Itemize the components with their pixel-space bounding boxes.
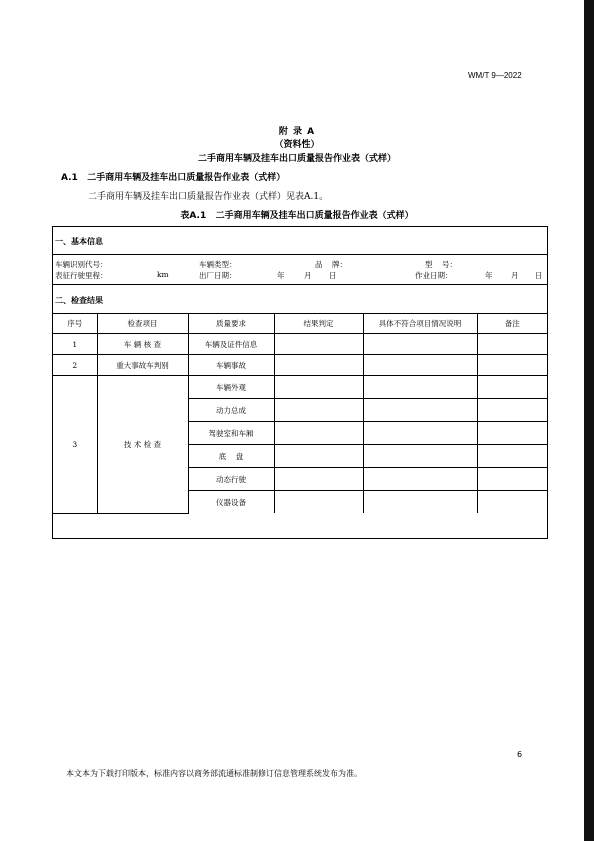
result-cell[interactable] [274,355,363,376]
row-requirement: 车辆外观 [188,376,274,399]
row-requirement: 仪器设备 [188,491,274,514]
part1-title: 一、基本信息 [53,227,547,255]
table-caption: 表A.1 二手商用车辆及挂车出口质量报告作业表（式样） [180,211,414,221]
work-day: 日 [535,271,543,280]
report-table [52,226,548,539]
col-result: 结果判定 [274,314,363,334]
factory-date-label: 出厂日期： [199,271,237,280]
work-date-label: 作业日期： [415,271,453,280]
row-requirement: 车辆及证件信息 [188,334,274,355]
row-requirement: 动力总成 [188,399,274,422]
annex-label: 附 录 A [278,127,316,137]
header-row [53,314,547,334]
result-cell[interactable] [274,376,363,399]
footer-note: 本文本为下载打印版本，标准内容以商务部流通标准制修订信息管理系统发布为准。 [66,769,362,778]
page-number: 6 [517,750,523,759]
result-cell[interactable] [274,399,363,422]
row-no: 2 [53,355,97,376]
col-nonconformity: 具体不符合项目情况说明 [363,314,477,334]
annex-note: （资料性） [274,140,320,150]
result-cell[interactable] [274,422,363,445]
work-month: 月 [511,271,519,280]
row-requirement: 动态行驶 [188,468,274,491]
result-cell[interactable] [274,334,363,355]
nonconformity-cell[interactable] [363,334,477,355]
work-year: 年 [485,271,493,280]
remarks-cell[interactable] [477,376,547,399]
row-no: 1 [53,334,97,355]
annex-title: 二手商用车辆及挂车出口质量报告作业表（式样） [197,154,396,164]
remarks-cell[interactable] [477,468,547,491]
result-cell[interactable] [274,445,363,468]
nonconformity-cell[interactable] [363,355,477,376]
row-requirement: 车辆事故 [188,355,274,376]
row-item: 车 辆 核 查 [97,334,188,355]
remarks-cell[interactable] [477,399,547,422]
model-label: 型 号： [425,260,458,269]
row-item: 重大事故车判别 [97,355,188,376]
nonconformity-cell[interactable] [363,491,477,514]
results-table [53,314,547,514]
part2-title: 二、检查结果 [53,284,547,314]
vehicle-type-label: 车辆类型： [199,260,237,269]
row-requirement: 底 盘 [188,445,274,468]
mileage-label: 表征行驶里程： [55,271,108,280]
brand-label: 品 牌： [315,260,348,269]
factory-day: 日 [329,271,337,280]
remarks-cell[interactable] [477,355,547,376]
mileage-unit: km [157,270,169,279]
col-no: 序号 [53,314,97,334]
result-cell[interactable] [274,468,363,491]
nonconformity-cell[interactable] [363,376,477,399]
remarks-cell[interactable] [477,491,547,514]
section-heading: A.1 二手商用车辆及挂车出口质量报告作业表（式样） [61,173,286,183]
remarks-cell[interactable] [477,445,547,468]
table-row [53,376,547,399]
table-row [53,355,547,376]
factory-month: 月 [304,271,312,280]
remarks-cell[interactable] [477,422,547,445]
col-remarks: 备注 [477,314,547,334]
factory-year: 年 [277,271,285,280]
remarks-cell[interactable] [477,334,547,355]
result-cell[interactable] [274,491,363,514]
section-body: 二手商用车辆及挂车出口质量报告作业表（式样）见表A.1。 [88,192,329,202]
nonconformity-cell[interactable] [363,468,477,491]
row-requirement: 驾驶室和车厢 [188,422,274,445]
vin-label: 车辆识别代号： [55,260,108,269]
row-item: 技 术 检 查 [97,376,188,514]
nonconformity-cell[interactable] [363,422,477,445]
table-row [53,334,547,355]
row-no: 3 [53,376,97,514]
standard-code: WM/T 9—2022 [468,71,522,80]
col-requirement: 质量要求 [188,314,274,334]
col-item: 检查项目 [97,314,188,334]
nonconformity-cell[interactable] [363,445,477,468]
nonconformity-cell[interactable] [363,399,477,422]
